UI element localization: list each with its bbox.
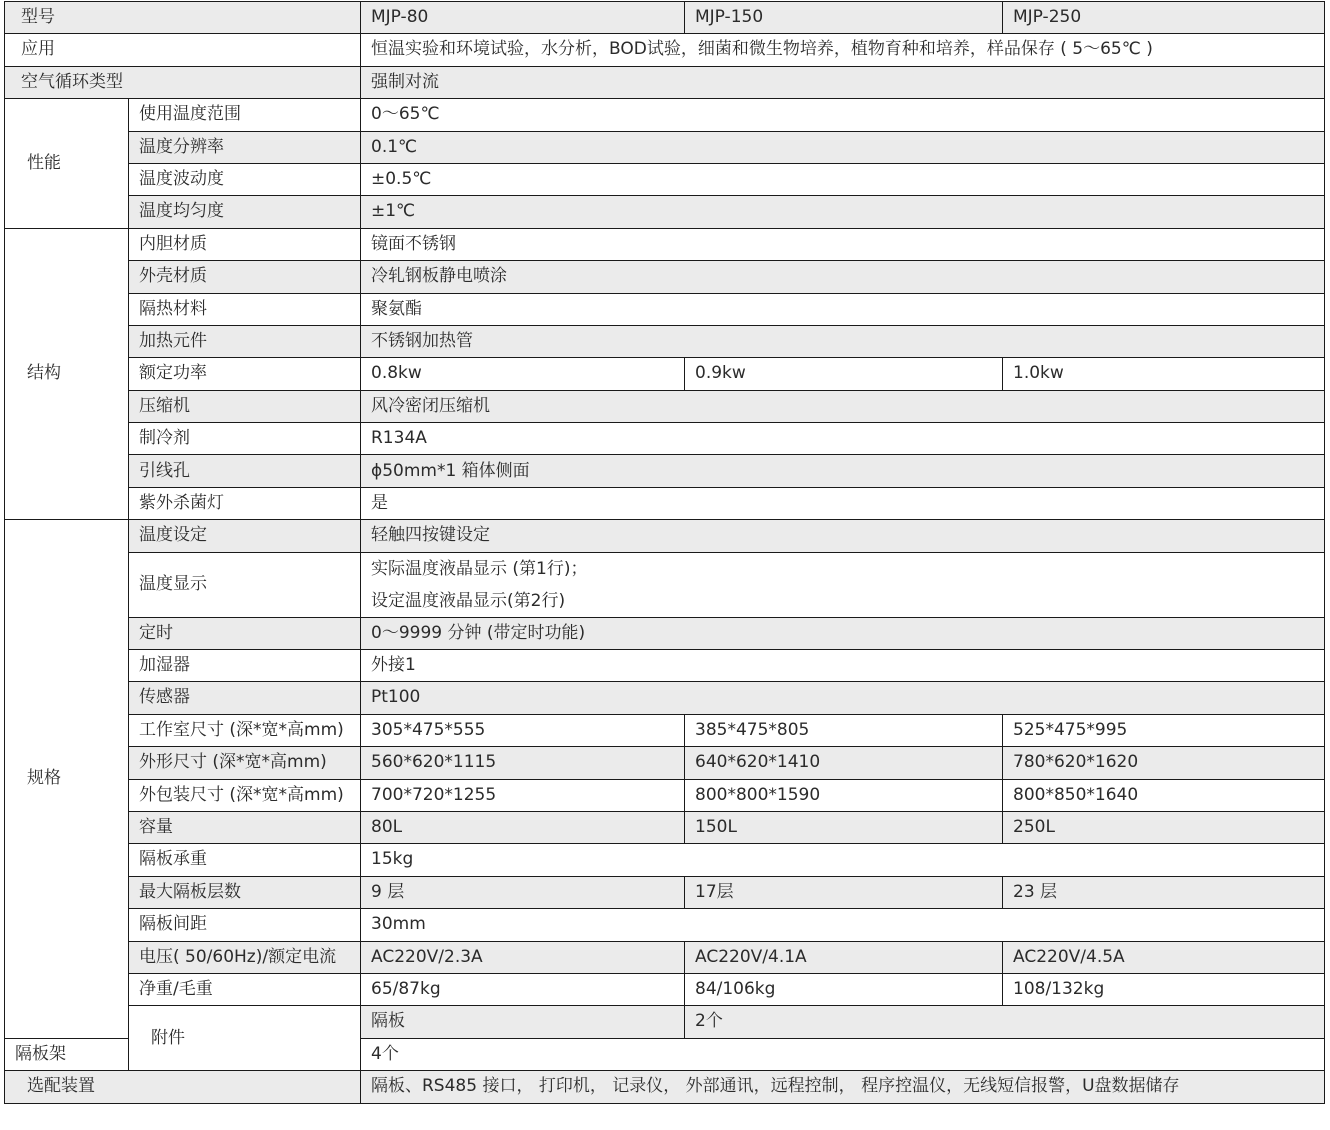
spec-table (4, 1, 1325, 1104)
temp-display-line-2: 设定温度液晶显示(第2行) (371, 590, 566, 611)
row-value: R134A (361, 423, 1325, 455)
row-value-mjp150: AC220V/4.1A (685, 941, 1003, 973)
application-label: 应用 (5, 34, 361, 66)
model-mjp150: MJP-150 (685, 2, 1003, 34)
row-value: 15kg (361, 844, 1325, 876)
table-row (5, 99, 1325, 131)
table-row (5, 941, 1325, 973)
row-label: 净重/毛重 (129, 973, 361, 1005)
row-value: ±1℃ (361, 196, 1325, 228)
row-value: 30mm (361, 909, 1325, 941)
optional-row (5, 1071, 1325, 1103)
row-value-mjp250: 800*850*1640 (1003, 779, 1325, 811)
row-label: 温度显示 (129, 552, 361, 617)
row-value-mjp80: 305*475*555 (361, 714, 685, 746)
row-label: 隔板架 (5, 1038, 129, 1070)
optional-value: 隔板、RS485 接口， 打印机， 记录仪， 外部通讯，远程控制， 程序控温仪，无线短信报警，U盘数据储存 (361, 1071, 1325, 1103)
table-row (5, 423, 1325, 455)
table-row (5, 390, 1325, 422)
row-value: ±0.5℃ (361, 163, 1325, 195)
row-label: 外包装尺寸 (深*宽*高mm) (129, 779, 361, 811)
row-label: 加热元件 (129, 325, 361, 357)
model-mjp80: MJP-80 (361, 2, 685, 34)
table-row (5, 650, 1325, 682)
row-label: 温度分辨率 (129, 131, 361, 163)
table-row (5, 1006, 1325, 1038)
table-row (5, 261, 1325, 293)
table-row (5, 487, 1325, 519)
row-value-mjp250: 1.0kw (1003, 358, 1325, 390)
row-value: 镜面不锈钢 (361, 228, 1325, 260)
row-label: 隔板 (361, 1006, 685, 1038)
table-row (5, 714, 1325, 746)
application-row (5, 34, 1325, 66)
row-value-mjp80: 0.8kw (361, 358, 685, 390)
row-value: ϕ50mm*1 箱体侧面 (361, 455, 1325, 487)
table-row (5, 682, 1325, 714)
row-value: 风冷密闭压缩机 (361, 390, 1325, 422)
row-label: 传感器 (129, 682, 361, 714)
model-label: 型号 (5, 2, 361, 34)
row-label: 最大隔板层数 (129, 876, 361, 908)
air-circulation-label: 空气循环类型 (5, 66, 361, 98)
group-specs: 规格 (5, 520, 129, 1038)
row-label: 压缩机 (129, 390, 361, 422)
table-row (5, 325, 1325, 357)
row-label: 定时 (129, 617, 361, 649)
table-row (5, 196, 1325, 228)
row-label: 隔板承重 (129, 844, 361, 876)
table-row (5, 293, 1325, 325)
table-row (5, 779, 1325, 811)
row-label: 工作室尺寸 (深*宽*高mm) (129, 714, 361, 746)
row-value-mjp150: 800*800*1590 (685, 779, 1003, 811)
row-value: 0.1℃ (361, 131, 1325, 163)
row-label: 加湿器 (129, 650, 361, 682)
model-row (5, 2, 1325, 34)
row-value: 外接1 (361, 650, 1325, 682)
table-row (5, 811, 1325, 843)
table-row (5, 520, 1325, 552)
row-value-mjp250: 108/132kg (1003, 973, 1325, 1005)
group-performance: 性能 (5, 99, 129, 229)
row-value-mjp80: 65/87kg (361, 973, 685, 1005)
row-label: 电压( 50/60Hz)/额定电流 (129, 941, 361, 973)
table-row (5, 844, 1325, 876)
air-circulation-value: 强制对流 (361, 66, 1325, 98)
table-row (5, 228, 1325, 260)
table-row (5, 131, 1325, 163)
row-label: 隔热材料 (129, 293, 361, 325)
row-label: 温度设定 (129, 520, 361, 552)
row-value: 0～9999 分钟 (带定时功能) (361, 617, 1325, 649)
row-label: 容量 (129, 811, 361, 843)
table-row (5, 973, 1325, 1005)
row-value: 不锈钢加热管 (361, 325, 1325, 357)
row-value-mjp250: 525*475*995 (1003, 714, 1325, 746)
group-structure: 结构 (5, 228, 129, 520)
row-value-mjp250: AC220V/4.5A (1003, 941, 1325, 973)
table-row (5, 552, 1325, 617)
row-label: 温度波动度 (129, 163, 361, 195)
row-value-mjp80: 700*720*1255 (361, 779, 685, 811)
model-mjp250: MJP-250 (1003, 2, 1325, 34)
row-value-mjp150: 84/106kg (685, 973, 1003, 1005)
application-value: 恒温实验和环境试验，水分析，BOD试验，细菌和微生物培养，植物育种和培养，样品保存 ( 5～65℃ ) (361, 34, 1325, 66)
row-value: 聚氨酯 (361, 293, 1325, 325)
row-value: 2个 (685, 1006, 1325, 1038)
row-label: 隔板间距 (129, 909, 361, 941)
row-label: 外壳材质 (129, 261, 361, 293)
row-value-mjp250: 250L (1003, 811, 1325, 843)
row-value: 是 (361, 487, 1325, 519)
row-value: 0～65℃ (361, 99, 1325, 131)
row-label: 引线孔 (129, 455, 361, 487)
row-value-mjp150: 640*620*1410 (685, 747, 1003, 779)
row-label: 紫外杀菌灯 (129, 487, 361, 519)
row-value: 4个 (361, 1038, 1325, 1070)
row-value: Pt100 (361, 682, 1325, 714)
row-value-mjp250: 23 层 (1003, 876, 1325, 908)
table-row (5, 909, 1325, 941)
row-value-mjp150: 17层 (685, 876, 1003, 908)
table-row (5, 747, 1325, 779)
temp-display-line-1: 实际温度液晶显示 (第1行)； (371, 558, 588, 579)
row-value-mjp150: 385*475*805 (685, 714, 1003, 746)
row-value (361, 552, 1325, 617)
row-value-mjp250: 780*620*1620 (1003, 747, 1325, 779)
row-value-mjp150: 150L (685, 811, 1003, 843)
row-value-mjp150: 0.9kw (685, 358, 1003, 390)
table-row (5, 358, 1325, 390)
table-row (5, 876, 1325, 908)
row-value-mjp80: 9 层 (361, 876, 685, 908)
row-label: 内胆材质 (129, 228, 361, 260)
row-value-mjp80: AC220V/2.3A (361, 941, 685, 973)
row-label: 额定功率 (129, 358, 361, 390)
row-value-mjp80: 560*620*1115 (361, 747, 685, 779)
row-value-mjp80: 80L (361, 811, 685, 843)
row-label: 使用温度范围 (129, 99, 361, 131)
group-accessories: 附件 (129, 1006, 361, 1071)
air-circulation-row (5, 66, 1325, 98)
optional-label: 选配装置 (5, 1071, 361, 1103)
row-value: 冷轧钢板静电喷涂 (361, 261, 1325, 293)
row-value: 轻触四按键设定 (361, 520, 1325, 552)
table-row (5, 617, 1325, 649)
row-label: 外形尺寸 (深*宽*高mm) (129, 747, 361, 779)
row-label: 温度均匀度 (129, 196, 361, 228)
row-label: 制冷剂 (129, 423, 361, 455)
table-row (5, 163, 1325, 195)
table-row (5, 455, 1325, 487)
